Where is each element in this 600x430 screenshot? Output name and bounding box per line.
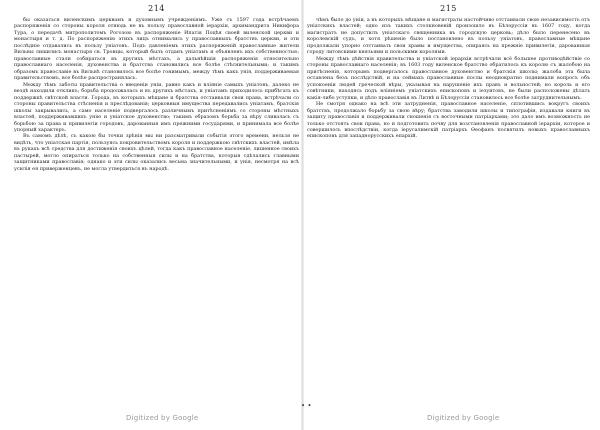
gutter-mark: • • [301, 402, 312, 410]
book-gutter [301, 0, 304, 430]
right-paragraph-1: чѣмъ было до уніи, а въ которыхъ мѣщане и магистраты настойчиво отстаивали свою независимость отъ уніатскихъ властей; одно изъ такихъ столкновеній произошло въ Бѣлоруссіи въ 1607 году, когда магистратъ не допустилъ уніатскаго священника въ городскую церковь; дѣло было перенесено въ королевскій судъ, и хотя рѣшеніе было постановлено въ пользу уніатовъ, православные мѣщане продолжали упорно отстаивать свои храмы и имущества, опираясь на прежніе привилегіи, дарованныя городу литовскими князьями и польскими королями. [307, 17, 590, 56]
right-watermark: Digitized by Google [427, 414, 500, 422]
right-paragraph-3: Не смотря однако на всѣ эти затрудненія, православное населеніе, сплотившись вокругъ своихъ братствъ, продолжало борьбу за свою вѣру; братства заводили школы и типографіи, издавали книги въ защиту православія и поддерживали сношенія съ восточными патріархами; это дало имъ возможность не только отстоять свои права, но и подготовить почву для возстановленія православной іерархіи, которое и совершилось впослѣдствіи, когда іерусалимскій патріархъ Ѳеофанъ посвятилъ новыхъ православныхъ епископовъ для западнорусскихъ епархій. [307, 101, 590, 140]
right-page-number: 215 [440, 4, 457, 13]
left-page-body [14, 17, 299, 410]
left-page [14, 0, 299, 430]
left-page-number: 214 [148, 4, 165, 13]
left-paragraph-3: Въ самомъ дѣлѣ, съ какою бы точки зрѣнія мы ни разсматривали событія этого времени, нельзя не видѣть, что уніатская партія, пользуясь покровительствомъ короля и поддержкою свѣтскихъ властей, имѣла въ рукахъ всѣ средства для достиженія своихъ цѣлей, тогда какъ православное населеніе, лишенное своихъ пастырей, могло опираться только на собственныя силы и на братства, которыя сдѣлались главными защитниками православія; однако и эти силы оказались весьма значительными, и унія, несмотря на всѣ усилія ея приверженцевъ, не могла утвердиться въ народѣ. [14, 133, 299, 172]
right-page-body [307, 17, 590, 410]
right-paragraph-2: Между тѣмъ дѣйствія правительства и уніатской іерархіи встрѣчали всё большее противодѣйствіе со стороны православнаго населенія; въ 1603 году виленское братство обратилось къ королю съ жалобою на притѣсненія, которымъ подвергалось православное духовенство и братскія школы; жалоба эта была оставлена безъ послѣдствій, и на сеймахъ православные послы неоднократно поднимали вопросъ объ успокоеніи людей греческой вѣры, указывая на нарушеніе ихъ правъ и вольностей; но король и его совѣтники, находясь подъ вліяніемъ уніатскихъ епископовъ и іезуитовъ, не были расположены дѣлать какія-либо уступки, и дѣло православія въ Литвѣ и Бѣлоруссіи становилось все болѣе затруднительнымъ. [307, 55, 590, 101]
left-paragraph-1: бы оказаться виленскимъ церквамъ и духовнымъ учрежденіямъ. Уже съ 1597 года встрѣчаемъ распоряженія со стороны короля отнюдь не въ пользу православной іерархіи, архимандрита Никифора Тура, о передачѣ митрополитомъ Рогозою въ распоряженіе Ипатія Поцѣя своей виленской церкви и монастыря и т. д. По распоряженію этихъ лицъ отнимались у православныхъ братствъ церкви, и эти послѣдніе отдавались въ пользу уніатовъ. Подъ давленіемъ этихъ распоряженій православные жители Вильны лишились монастыря св. Троицы, который былъ отданъ уніатамъ и объявленъ ихъ собственностью; православные стали собираться въ другихъ мѣстахъ, а дальнѣйшія распоряженія относительно православнаго населенія, духовенства и братства становились все болѣе стѣснительными; и такимъ образомъ православіе въ Вильнѣ становилось все болѣе гонимымъ, между тѣмъ какъ унія, поддерживаемая правительствомъ, все болѣе распространялась. [14, 17, 299, 82]
left-watermark: Digitized by Google [126, 414, 199, 422]
right-page [307, 0, 590, 430]
left-paragraph-2: Между тѣмъ заботы правительства о введеніи уніи, равно какъ и вліяніе самыхъ уніатовъ, далеко не вездѣ находили откликъ; борьба продолжалась и въ другихъ мѣстахъ, и уніатамъ приходилось прибѣгать къ поддержкѣ свѣтской власти. Города, въ которыхъ мѣщане и братства отстаивали свои права, встрѣчали со стороны правительства стѣсненія и преслѣдованія; церковныя имущества передавались уніатамъ, братскія школы закрывались, а само населеніе подвергалось различнымъ притѣсненіямъ со стороны мѣстныхъ властей, поддерживавшихъ унію и уніатское духовенство; такимъ образомъ борьба за вѣру сливалась съ борьбою за права и привилегіи городовъ, дарованныя имъ прежними государями, и принимала все болѣе упорный характеръ. [14, 81, 299, 133]
